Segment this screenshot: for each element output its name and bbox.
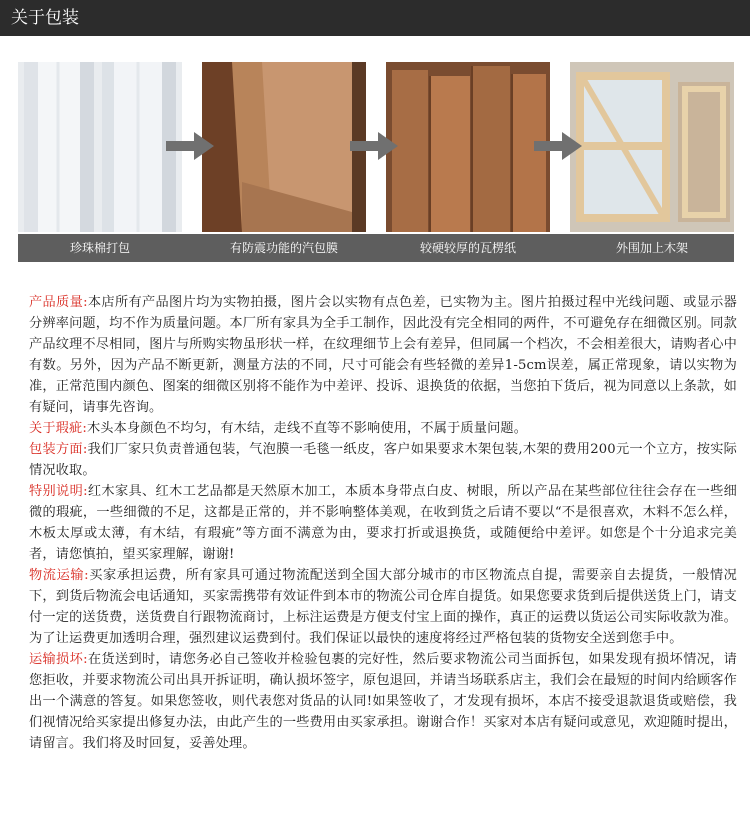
notice-text — [29, 292, 737, 754]
paragraph-label: 运输损坏: — [29, 652, 88, 667]
step-caption: 较硬较厚的瓦楞纸 — [419, 241, 516, 255]
section-title: 关于包装 — [11, 8, 79, 28]
corrugated-paper-photo — [386, 62, 550, 232]
wooden-frame-photo — [570, 62, 734, 232]
paragraph-label: 产品质量: — [29, 295, 88, 310]
paragraph-quality — [29, 292, 737, 418]
arrow-right-icon — [534, 132, 582, 164]
paragraph-body: 我们厂家只负责普通包装，气泡膜一毛毯一纸皮，客户如果要求木架包装,木架的费用200元一个立方，按实际情况收取。 — [29, 442, 737, 478]
paragraph-special-note — [29, 481, 737, 565]
step-caption: 外围加上木架 — [615, 241, 688, 255]
step-caption: 有防震功能的汽包膜 — [229, 241, 338, 255]
step-caption: 珍珠棉打包 — [69, 241, 130, 255]
paragraph-packaging — [29, 439, 737, 481]
paragraph-body: 买家承担运费，所有家具可通过物流配送到全国大部分城市的市区物流点自提，需要亲自去提货，一般情况下，到货后物流会电话通知，买家需携带有效证件到本市的物流公司仓库自提货。如果您要求货到后提供送货上门，请支付一定的送货费，送货费自行跟物流商讨，上标注运费是方便支付宝上面的操作，真正的运费以货运公司实际收款为准。为了让运费更加透明合理，强烈建议运费到付。我们保证以最快的速度将经过严格包装的货物安全送到您手中。 — [29, 568, 737, 646]
bubble-film-photo — [202, 62, 366, 232]
paragraph-label: 物流运输: — [29, 568, 89, 583]
paragraph-body: 在货送到时，请您务必自己签收并检验包裹的完好性，然后要求物流公司当面拆包，如果发现有损坏情况，请您拒收，并要求物流公司出具开拆证明，确认损坏签字，原包退回，并请当场联系店主，我们会在最短的时间内给顾客作出一个满意的答复。如果您签收，则代表您对货品的认同!如果签收了，才发现有损坏，本店不接受退款退货或赔偿，我们视情况给买家提出修复办法，由此产生的一些费用由买家承担。谢谢合作！买家对本店有疑问或意见，欢迎随时提出，请留言。我们将及时回复，妥善处理。 — [29, 652, 737, 751]
paragraph-body: 红木家具、红木工艺品都是天然原木加工，本质本身带点白皮、树眼，所以产品在某些部位往往会存在一些细微的瑕疵，一些细微的不足，这都是正常的，并不影响整体美观，在收到货之后请不要以“不是很喜欢，木料不怎么样，木板太厚或太薄，有木结，有瑕疵”等方面不满意为由，要求打折或退换货，或随便给中差评。如您是个十分追求完美者，请您慎拍，望买家理解，谢谢! — [29, 484, 737, 562]
paragraph-logistics — [29, 565, 737, 649]
paragraph-defects — [29, 418, 737, 439]
section-header — [0, 0, 750, 36]
arrow-right-icon — [166, 132, 214, 164]
paragraph-damage — [29, 649, 737, 754]
paragraph-body: 木头本身颜色不均匀，有木结，走线不直等不影响使用，不属于质量问题。 — [86, 421, 528, 436]
paragraph-body: 本店所有产品图片均为实物拍摄，图片会以实物有点色差，已实物为主。图片拍摄过程中光线问题、或显示器分辨率问题，均不作为质量问题。本厂所有家具为全手工制作，因此没有完全相同的两件，不可避免存在细微区别。同款产品纹理不尽相同，图片与所购实物虽形状一样，在纹理细节上会有差异，但同属一个档次，不会相差很大，请购者心中有数。另外，因为产品不断更新，测量方法的不同，尺寸可能会有些轻微的差异1-5cm误差，属正常现象，请以实物为准，正常范围内颜色、图案的细微区别将不能作为中差评、投诉、退换货的依据，当您拍下货后，视为同意以上条款，如有疑问，请事先咨询。 — [29, 295, 737, 415]
paragraph-label: 关于瑕疵: — [29, 421, 87, 436]
paragraph-label: 特别说明: — [29, 484, 88, 499]
paragraph-label: 包装方面: — [29, 442, 88, 457]
packaging-steps — [18, 62, 734, 262]
foam-roll-photo — [18, 62, 182, 232]
arrow-right-icon — [350, 132, 398, 164]
